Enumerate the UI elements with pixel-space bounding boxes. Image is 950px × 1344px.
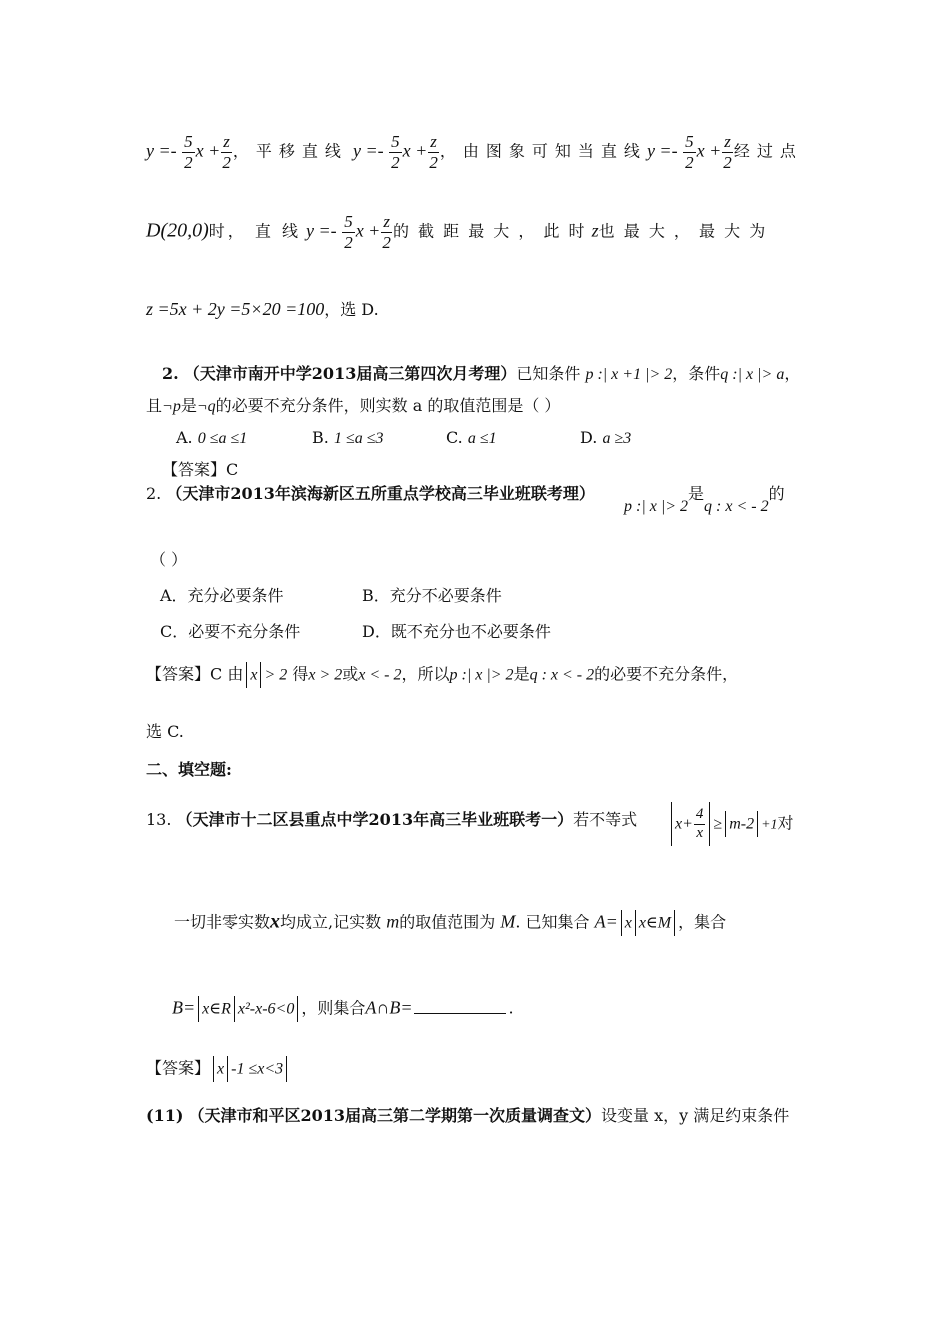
fraction: $\frac{5}{2}$ xyxy=(184,132,193,172)
solution-line-1: y =- $\frac{5}{2}$ x + $\frac{z}{2}$ ，平移直线 y =- $\frac{5}{2}$ x + $\frac{z}{2}$ ，由图象可知当直线y =- $\frac{5}{2}$ x + $\frac{z}{2}$ 经过点 xyxy=(146,132,803,172)
question-13-line-2: 一切非零实数x均成立,记实数 m的取值范围为 M. 已知集合 A= x x∈M ，集合 xyxy=(174,910,726,936)
question-2b-condition: p :| x |> 2是q : x < - 2的 xyxy=(624,484,785,515)
question-11: (11) （天津市和平区2013届高三第二学期第一次质量调查文）设变量 x，y 满足约束条件 xyxy=(146,1106,790,1125)
question-2a-option-c: C. a ≤1 xyxy=(446,428,497,447)
question-2b-answer: 【答案】C 由 x > 2 得x > 2或x < - 2，所以p :| x |> 2是q : x < - 2的必要不充分条件， xyxy=(146,662,738,688)
fraction: $\frac{z}{2}$ xyxy=(429,132,438,172)
fraction: $\frac{5}{2}$ xyxy=(685,132,694,172)
question-2a-line-2: 且¬p是¬q的必要不充分条件，则实数 a 的取值范围是（ ） xyxy=(146,396,561,415)
question-2b-option-d: D．既不充分也不必要条件 xyxy=(362,622,551,641)
section-heading: 二、填空题: xyxy=(146,760,232,779)
question-2b-paren: （ ） xyxy=(150,550,188,569)
question-2b-option-a: A．充分必要条件 xyxy=(160,586,284,605)
question-2a-answer: 【答案】C xyxy=(162,460,239,479)
question-13-inequality: x+ $\frac{4}{x}$ ≥ m-2 +1对 xyxy=(668,802,794,846)
fraction: $\frac{z}{2}$ xyxy=(222,132,231,172)
question-13-answer: 【答案】 x -1 ≤x<3 xyxy=(146,1056,290,1082)
fraction: $\frac{5}{2}$ xyxy=(391,132,400,172)
question-2b: 2. （天津市2013年滨海新区五所重点学校高三毕业班联考理） xyxy=(146,484,595,503)
fraction: $\frac{5}{2}$ xyxy=(344,212,353,252)
answer-blank xyxy=(414,999,506,1014)
question-2a: 2. （天津市南开中学2013届高三第四次月考理）已知条件 p :| x +1 |> 2，条件q :| x |> a， xyxy=(162,364,801,383)
question-2b-option-c: C．必要不充分条件 xyxy=(160,622,301,641)
question-2a-option-d: D. a ≥3 xyxy=(580,428,632,447)
question-2a-option-a: A. 0 ≤a ≤1 xyxy=(176,428,248,447)
solution-line-3: z =5x + 2y =5×20 =100，选 D. xyxy=(146,299,379,319)
math-expr: y =- xyxy=(146,140,182,161)
question-2b-option-b: B．充分不必要条件 xyxy=(362,586,502,605)
solution-line-2: D(20,0)时， 直 线 y =- $\frac{5}{2}$ x + $\frac{z}{2}$ 的 截 距 最 大 ， 此 时 z也 最 大 ， 最 大 为 xyxy=(146,212,768,252)
question-13: 13. （天津市十二区县重点中学2013年高三毕业班联考一）若不等式 xyxy=(146,810,638,829)
fraction: $\frac{z}{2}$ xyxy=(382,212,391,252)
fraction: $\frac{z}{2}$ xyxy=(723,132,732,172)
question-2a-option-b: B. 1 ≤a ≤3 xyxy=(312,428,384,447)
question-2b-answer-line-2: 选 C. xyxy=(146,722,184,741)
question-13-line-3: B= x∈R x²-x-6<0 ，则集合A∩B= . xyxy=(172,996,514,1022)
